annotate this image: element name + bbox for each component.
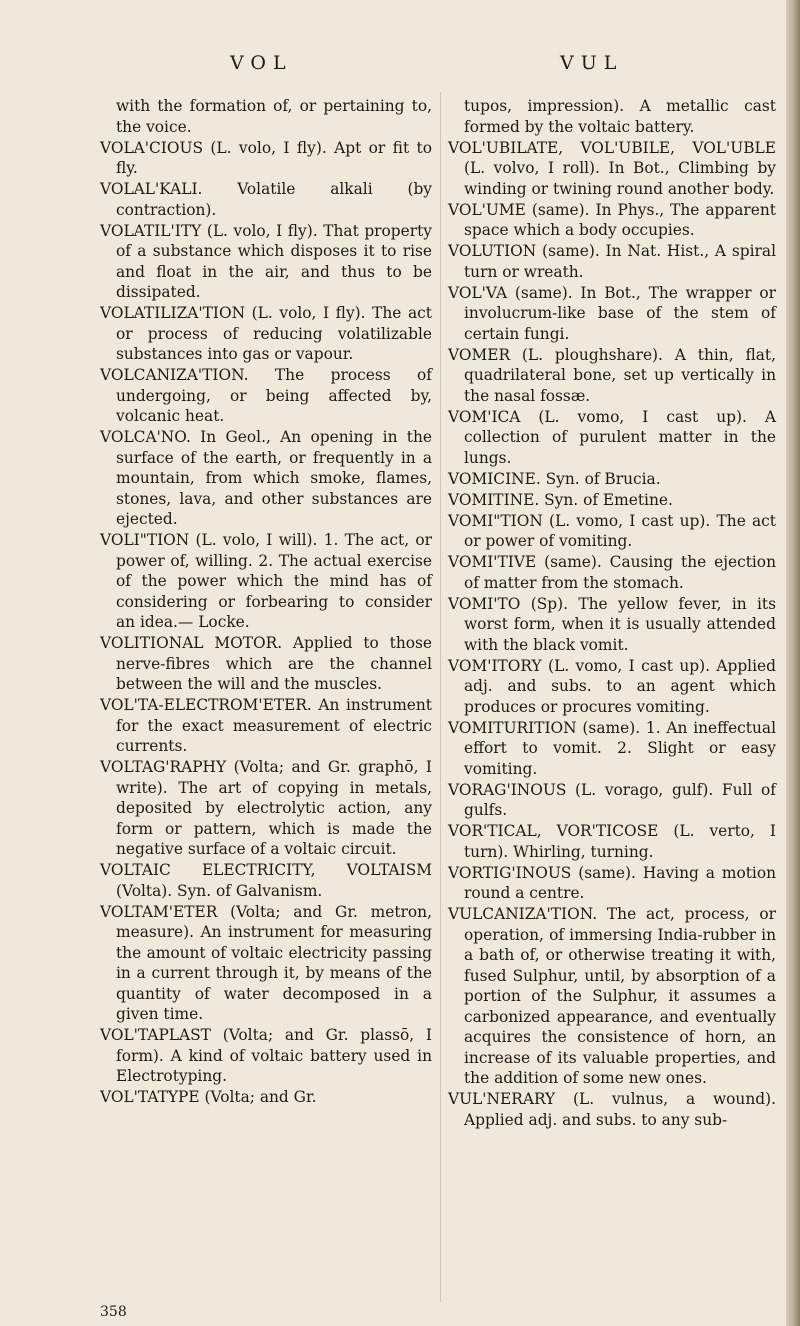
column-divider	[440, 92, 441, 1302]
dictionary-entry: VOLUTION (same). In Nat. Hist., A spiral turn or wreath.	[448, 242, 776, 281]
dictionary-entry: VOLTAIC ELECTRICITY, VOLTAISM (Volta). Syn. of Galvanism.	[100, 861, 432, 900]
left-column	[100, 96, 432, 1108]
dictionary-entry: VOLITIONAL MOTOR. Applied to those nerve-fibres which are the channel between the will and the muscles.	[100, 634, 432, 693]
dictionary-entry: VORTIG'INOUS (same). Having a motion round a centre.	[448, 863, 776, 902]
page-edge-shadow	[786, 0, 800, 1326]
dictionary-entry: VUL'NERARY (L. vulnus, a wound). Applied adj. and subs. to any sub-	[448, 1090, 776, 1129]
dictionary-entry: VOMI'TO (Sp). The yellow fever, in its worst form, when it is usually attended with the black vomit.	[448, 594, 776, 654]
dictionary-entry: VOL'UME (same). In Phys., The apparent space which a body occupies.	[448, 200, 776, 239]
dictionary-entry: VULCANIZA'TION. The act, process, or operation, of immersing India-rubber in a bath of, or otherwise treating it with, fused Sulphur, until, by absorption of a portion of the Sulphur, it assumes a carbonized appearance, and eventually acquires the consistence of horn, an increase of its valuable properties, and the addition of some new ones.	[448, 905, 776, 1087]
dictionary-entry: VOM'ICA (L. vomo, I cast up). A collection of purulent matter in the lungs.	[448, 407, 776, 467]
dictionary-entry: VOMI'TIVE (same). Causing the ejection of matter from the stomach.	[448, 553, 776, 592]
page-number: 358	[100, 1304, 127, 1320]
dictionary-entry: VOM'ITORY (L. vomo, I cast up). Applied adj. and subs. to an agent which produces or procures vomiting.	[448, 656, 776, 716]
dictionary-entry: VOLAL'KALI. Volatile alkali (by contraction).	[100, 180, 432, 219]
dictionary-entry: VOMER (L. ploughshare). A thin, flat, quadrilateral bone, set up vertically in the nasal fossæ.	[448, 345, 776, 405]
dictionary-entry: VOLATIL'ITY (L. volo, I fly). That property of a substance which disposes it to rise and float in the air, and thus to be dissipated.	[100, 221, 432, 301]
dictionary-entry: VORAG'INOUS (L. vorago, gulf). Full of gulfs.	[448, 780, 776, 819]
dictionary-entry: VOL'TAPLAST (Volta; and Gr. plassō, I form). A kind of voltaic battery used in Electrotyping.	[100, 1026, 432, 1085]
dictionary-entry: VOMITURITION (same). 1. An ineffectual effort to vomit. 2. Slight or easy vomiting.	[448, 718, 776, 778]
dictionary-entry: tupos, impression). A metallic cast formed by the voltaic battery.	[464, 97, 776, 136]
dictionary-entry: VOL'TATYPE (Volta; and Gr.	[100, 1088, 317, 1106]
dictionary-entry: VOLATILIZA'TION (L. volo, I fly). The act or process of reducing volatilizable substances into gas or vapour.	[100, 304, 432, 363]
dictionary-entry: VOLI"TION (L. volo, I will). 1. The act, or power of, willing. 2. The actual exercise of the power which the mind has of considering or forbearing to consider an idea.— Locke.	[100, 531, 432, 631]
dictionary-entry: VOLCA'NO. In Geol., An opening in the surface of the earth, or frequently in a mountain, from which smoke, flames, stones, lava, and other substances are ejected.	[100, 428, 432, 528]
dictionary-entry: with the formation of, or pertaining to, the voice.	[116, 97, 432, 136]
right-column	[448, 96, 776, 1131]
running-head-left: VOL	[230, 52, 293, 74]
dictionary-entry: VOLTAM'ETER (Volta; and Gr. metron, measure). An instrument for measuring the amount of voltaic electricity passing in a current through it, by means of the quantity of water decomposed in a given time.	[100, 902, 432, 1023]
dictionary-entry: VOMI"TION (L. vomo, I cast up). The act or power of vomiting.	[448, 511, 776, 550]
running-head-right: VUL	[560, 52, 624, 74]
dictionary-entry: VOL'UBILATE, VOL'UBILE, VOL'UBLE (L. volvo, I roll). In Bot., Climbing by winding or twining round another body.	[448, 138, 776, 198]
dictionary-entry: VOR'TICAL, VOR'TICOSE (L. verto, I turn). Whirling, turning.	[448, 822, 776, 861]
dictionary-entry: VOLA'CIOUS (L. volo, I fly). Apt or fit to fly.	[100, 138, 432, 177]
dictionary-entry: VOL'VA (same). In Bot., The wrapper or involucrum-like base of the stem of certain fungi.	[448, 283, 776, 343]
dictionary-entry: VOL'TA-ELECTROM'ETER. An instrument for the exact measurement of electric currents.	[100, 696, 432, 755]
dictionary-entry: VOMICINE. Syn. of Brucia.	[448, 469, 661, 488]
dictionary-entry: VOMITINE. Syn. of Emetine.	[448, 490, 673, 509]
dictionary-entry: VOLCANIZA'TION. The process of undergoing, or being affected by, volcanic heat.	[100, 366, 432, 425]
dictionary-entry: VOLTAG'RAPHY (Volta; and Gr. graphō, I write). The art of copying in metals, deposited by electrolytic action, any form or pattern, which is made the negative surface of a voltaic circuit.	[100, 758, 432, 858]
